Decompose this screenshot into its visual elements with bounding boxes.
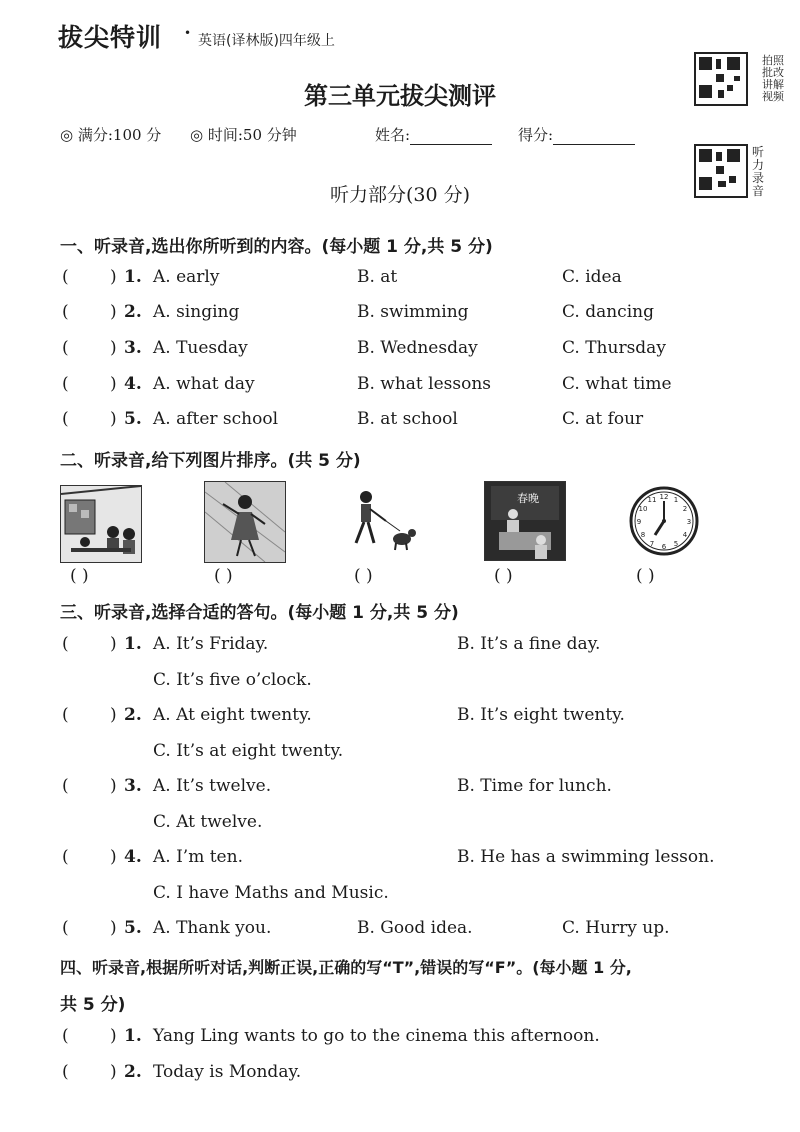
question-number: 2. xyxy=(124,302,142,322)
score-field[interactable] xyxy=(518,124,635,145)
option-b: B. Wednesday xyxy=(357,338,478,358)
option-c: C. At twelve. xyxy=(153,812,263,832)
option-c: C. I have Maths and Music. xyxy=(153,883,389,903)
answer-close: ) xyxy=(110,918,117,938)
answer-open[interactable]: ( xyxy=(62,409,69,429)
option-c: C. what time xyxy=(562,374,672,394)
answer-open[interactable]: ( xyxy=(62,1062,69,1082)
option-b: B. at xyxy=(357,267,398,287)
option-a: A. Tuesday xyxy=(153,338,248,358)
answer-close: ) xyxy=(110,267,117,287)
picture-answer-blank-5[interactable]: ( ) xyxy=(636,566,655,586)
option-c: C. dancing xyxy=(562,302,654,322)
question-number: 5. xyxy=(124,409,142,429)
option-a: A. after school xyxy=(153,409,279,429)
option-b: B. He has a swimming lesson. xyxy=(457,847,715,867)
picture-answer-blank-2[interactable]: ( ) xyxy=(214,566,233,586)
svg-text:8: 8 xyxy=(640,531,646,539)
option-a: A. It’s Friday. xyxy=(153,634,269,654)
svg-text:2: 2 xyxy=(682,505,688,513)
question-number: 1. xyxy=(124,634,142,654)
answer-close: ) xyxy=(110,374,117,394)
question-number: 1. xyxy=(124,267,142,287)
option-a: A. what day xyxy=(153,374,255,394)
question-number: 2. xyxy=(124,1062,142,1082)
question-number: 3. xyxy=(124,776,142,796)
svg-text:11: 11 xyxy=(647,496,657,504)
option-a: A. At eight twenty. xyxy=(153,705,312,725)
part4-heading-line2: 共 5 分) xyxy=(60,995,126,1015)
answer-open[interactable]: ( xyxy=(62,374,69,394)
answer-close: ) xyxy=(110,409,117,429)
svg-text:10: 10 xyxy=(638,505,648,513)
part2-heading: 二、听录音,给下列图片排序。(共 5 分) xyxy=(60,451,361,471)
statement-text: Yang Ling wants to go to the cinema this afternoon. xyxy=(153,1026,600,1046)
answer-close: ) xyxy=(110,302,117,322)
option-a: A. singing xyxy=(153,302,240,322)
time-limit: ◎ 时间:50 分钟 xyxy=(190,126,297,144)
full-score: ◎ 满分:100 分 xyxy=(60,126,162,144)
option-b: B. Time for lunch. xyxy=(457,776,612,796)
option-b: B. It’s a fine day. xyxy=(457,634,601,654)
svg-text:5: 5 xyxy=(673,540,679,548)
answer-close: ) xyxy=(110,705,117,725)
picture-walking-dog xyxy=(344,487,418,555)
name-field[interactable] xyxy=(375,124,492,145)
option-a: A. Thank you. xyxy=(153,918,272,938)
part3-heading: 三、听录音,选择合适的答句。(每小题 1 分,共 5 分) xyxy=(60,603,459,623)
svg-text:12: 12 xyxy=(659,493,669,501)
tv-text: 春晚 xyxy=(517,492,539,505)
score-blank[interactable] xyxy=(553,128,635,145)
option-b: B. Good idea. xyxy=(357,918,473,938)
svg-text:3: 3 xyxy=(686,518,692,526)
picture-clock xyxy=(628,485,700,557)
option-c: C. It’s at eight twenty. xyxy=(153,741,344,761)
header-dot: • xyxy=(184,26,192,40)
name-label: 姓名: xyxy=(375,126,411,144)
answer-open[interactable]: ( xyxy=(62,918,69,938)
answer-close: ) xyxy=(110,847,117,867)
svg-text:4: 4 xyxy=(682,531,688,539)
question-number: 4. xyxy=(124,847,142,867)
answer-open[interactable]: ( xyxy=(62,338,69,358)
option-a: A. I’m ten. xyxy=(153,847,243,867)
picture-classroom xyxy=(60,485,142,563)
svg-text:7: 7 xyxy=(649,540,655,548)
option-c: C. It’s five o’clock. xyxy=(153,670,312,690)
question-number: 3. xyxy=(124,338,142,358)
option-c: C. at four xyxy=(562,409,644,429)
option-a: A. early xyxy=(153,267,220,287)
answer-close: ) xyxy=(110,1062,117,1082)
answer-close: ) xyxy=(110,776,117,796)
option-c: C. Hurry up. xyxy=(562,918,670,938)
picture-answer-blank-4[interactable]: ( ) xyxy=(494,566,513,586)
option-b: B. swimming xyxy=(357,302,469,322)
picture-answer-blank-1[interactable]: ( ) xyxy=(70,566,89,586)
answer-open[interactable]: ( xyxy=(62,705,69,725)
question-number: 4. xyxy=(124,374,142,394)
option-a: A. It’s twelve. xyxy=(153,776,272,796)
qr-label-audio: 听力录音 xyxy=(752,145,765,198)
subject-label: 英语(译林版)四年级上 xyxy=(198,33,335,49)
option-b: B. at school xyxy=(357,409,458,429)
question-number: 2. xyxy=(124,705,142,725)
answer-close: ) xyxy=(110,338,117,358)
brand-logo: 拔尖特训 xyxy=(58,23,163,52)
answer-open[interactable]: ( xyxy=(62,302,69,322)
svg-text:9: 9 xyxy=(636,518,642,526)
score-label: 得分: xyxy=(518,126,554,144)
question-number: 5. xyxy=(124,918,142,938)
option-b: B. It’s eight twenty. xyxy=(457,705,625,725)
statement-text: Today is Monday. xyxy=(153,1062,302,1082)
answer-open[interactable]: ( xyxy=(62,634,69,654)
qr-label-video: 拍照批改讲解视频 xyxy=(762,54,784,103)
option-b: B. what lessons xyxy=(357,374,492,394)
answer-close: ) xyxy=(110,1026,117,1046)
answer-close: ) xyxy=(110,634,117,654)
answer-open[interactable]: ( xyxy=(62,847,69,867)
picture-answer-blank-3[interactable]: ( ) xyxy=(354,566,373,586)
svg-text:1: 1 xyxy=(673,496,679,504)
svg-text:6: 6 xyxy=(661,543,667,551)
name-blank[interactable] xyxy=(410,128,492,145)
answer-open[interactable]: ( xyxy=(62,1026,69,1046)
page-title: 第三单元拔尖测评 xyxy=(304,82,496,110)
part4-heading-line1: 四、听录音,根据所听对话,判断正误,正确的写“T”,错误的写“F”。(每小题 1 分, xyxy=(60,958,632,977)
picture-dancing xyxy=(204,481,286,563)
option-c: C. idea xyxy=(562,267,622,287)
part1-heading: 一、听录音,选出你所听到的内容。(每小题 1 分,共 5 分) xyxy=(60,237,493,257)
question-number: 1. xyxy=(124,1026,142,1046)
picture-tv-gala xyxy=(484,481,566,561)
listening-title: 听力部分(30 分) xyxy=(329,184,471,206)
option-c: C. Thursday xyxy=(562,338,666,358)
answer-open[interactable]: ( xyxy=(62,267,69,287)
answer-open[interactable]: ( xyxy=(62,776,69,796)
